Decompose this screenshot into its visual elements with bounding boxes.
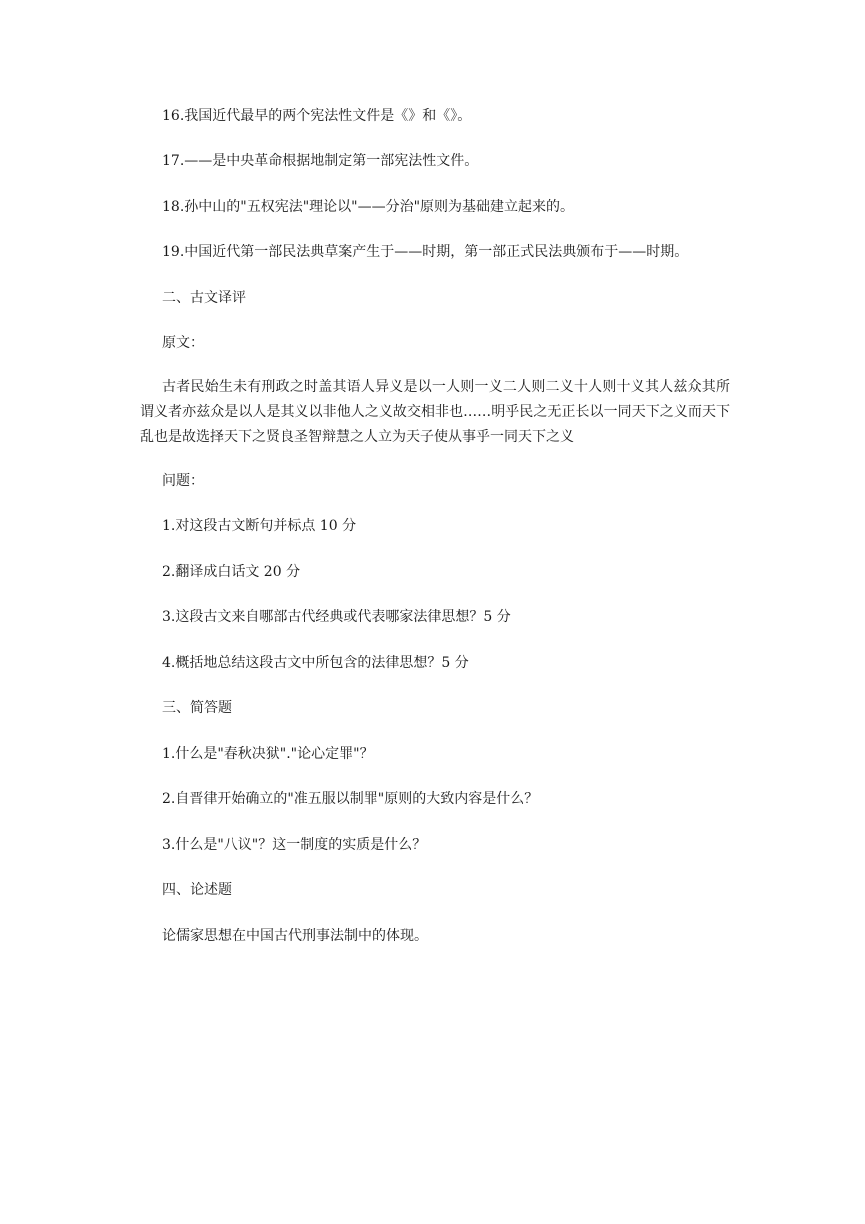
short-answer-3: 3.什么是"八议"？这一制度的实质是什么？ [162,837,427,853]
section-heading-2: 二、古文译评 [162,290,246,306]
classical-passage: 古者民始生未有刑政之时盖其语人异义是以一人则一义二人则二义十人则十义其人兹众其所谓义者亦兹众是以人是其义以非他人之义故交相非也……明乎民之无正长以一同天下之义而天下乱也是故选择天下之贤良圣智辩慧之人立为天子使从事乎一同天下之义 [140,379,730,445]
question-18: 18.孙中山的"五权宪法"理论以"——分治"原则为基础建立起来的。 [162,199,575,215]
original-text-label: 原文： [162,335,204,351]
short-answer-1: 1.什么是"春秋决狱"."论心定罪"？ [162,746,374,762]
short-answer-2: 2.自晋律开始确立的"准五服以制罪"原则的大致内容是什么？ [162,791,539,807]
questions-label: 问题： [162,473,204,489]
essay-question: 论儒家思想在中国古代刑事法制中的体现。 [162,928,428,944]
question-19: 19.中国近代第一部民法典草案产生于——时期，第一部正式民法典颁布于——时期。 [162,244,689,260]
section-heading-4: 四、论述题 [162,882,232,898]
question-17: 17.——是中央革命根据地制定第一部宪法性文件。 [162,153,479,169]
section-heading-3: 三、简答题 [162,700,232,716]
question-item-3: 3.这段古文来自哪部古代经典或代表哪家法律思想？5 分 [162,609,511,625]
question-item-1: 1.对这段古文断句并标点 10 分 [162,518,357,534]
question-item-4: 4.概括地总结这段古文中所包含的法律思想？5 分 [162,655,469,671]
question-16: 16.我国近代最早的两个宪法性文件是《》和《》。 [162,108,472,124]
question-item-2: 2.翻译成白话文 20 分 [162,564,301,580]
